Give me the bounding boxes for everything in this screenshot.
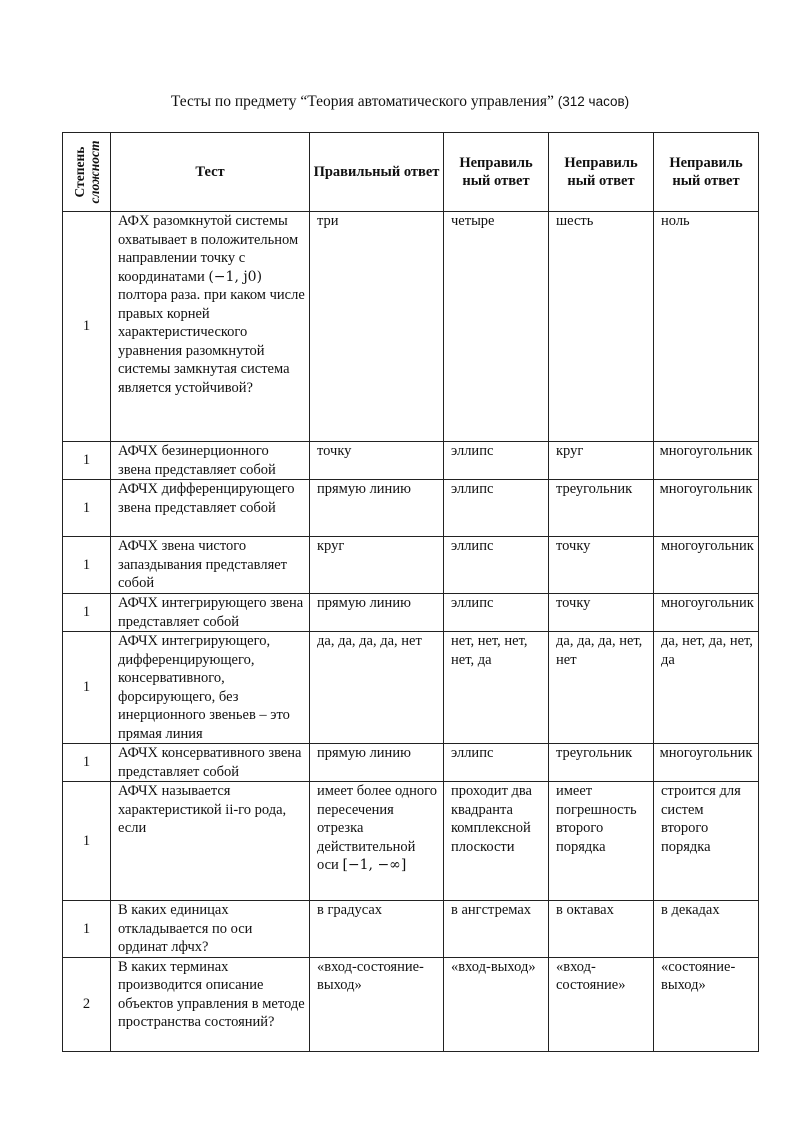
correct-text-before: имеет более одного пересечения отрезка действительной оси: [317, 783, 437, 873]
title-main: Тесты по предмету “Теория автоматического управления”: [170, 93, 554, 110]
wrong-cell-3: многоугольник: [654, 537, 759, 594]
table-row: [63, 537, 759, 594]
test-text-before: АФХ разомкнутой системы охватывает в положительном направлении точку с координатами: [118, 213, 299, 285]
test-cell: [111, 212, 310, 442]
wrong-cell-1: «вход-выход»: [444, 957, 549, 1051]
wrong-cell-1: четыре: [444, 212, 549, 442]
wrong-cell-3: многоугольник: [654, 594, 759, 632]
wrong-cell-2: да, да, да, нет, нет: [549, 632, 654, 744]
test-cell: В каких единицах откладывается по оси ординат лфчх?: [111, 901, 310, 958]
level-cell: 1: [63, 632, 111, 744]
correct-cell: прямую линию: [310, 744, 444, 782]
wrong-cell-2: круг: [549, 442, 654, 480]
formula-interval: [−1, −∞]: [342, 857, 407, 873]
wrong-cell-3: «состояние-выход»: [654, 957, 759, 1051]
table-header-row: [63, 133, 759, 212]
level-cell: 1: [63, 480, 111, 537]
wrong-cell-1: нет, нет, нет, нет, да: [444, 632, 549, 744]
header-correct: Правильный ответ: [310, 133, 444, 212]
header-level-line1: Степень: [71, 146, 87, 198]
wrong-cell-2: треугольник: [549, 744, 654, 782]
correct-cell: точку: [310, 442, 444, 480]
table-row: [63, 480, 759, 537]
wrong-cell-3: да, нет, да, нет, да: [654, 632, 759, 744]
title-hours: (312 часов): [557, 94, 630, 109]
wrong-cell-1: эллипс: [444, 537, 549, 594]
level-cell: 1: [63, 537, 111, 594]
header-wrong-2: Неправиль ный ответ: [549, 133, 654, 212]
wrong-cell-2: «вход-состояние»: [549, 957, 654, 1051]
wrong-cell-3: многоугольник: [654, 744, 759, 782]
table-row: [63, 212, 759, 442]
wrong-cell-3: в декадах: [654, 901, 759, 958]
wrong-cell-3: многоугольник: [654, 480, 759, 537]
level-cell: 1: [63, 901, 111, 958]
wrong-cell-2: имеет погрешность второго порядка: [549, 782, 654, 901]
wrong-cell-1: в ангстремах: [444, 901, 549, 958]
level-cell: 1: [63, 782, 111, 901]
table-row: [63, 632, 759, 744]
correct-cell: круг: [310, 537, 444, 594]
test-cell: АФЧХ безинерционного звена представляет собой: [111, 442, 310, 480]
wrong-cell-1: эллипс: [444, 594, 549, 632]
test-text-after: полтора раза. при каком числе правых корней характеристического уравнения разомкнутой системы замкнутая система является устойчивой?: [118, 287, 305, 396]
table-row: [63, 957, 759, 1051]
test-cell: АФЧХ называется характеристикой ii-го рода, если: [111, 782, 310, 901]
wrong-cell-3: многоугольник: [654, 442, 759, 480]
test-cell: АФЧХ звена чистого запаздывания представляет собой: [111, 537, 310, 594]
correct-cell: три: [310, 212, 444, 442]
level-cell: 2: [63, 957, 111, 1051]
tests-table: [62, 132, 759, 1052]
header-wrong-1: Неправиль ный ответ: [444, 133, 549, 212]
level-cell: 1: [63, 744, 111, 782]
level-cell: 1: [63, 212, 111, 442]
wrong-cell-2: точку: [549, 594, 654, 632]
wrong-cell-2: в октавах: [549, 901, 654, 958]
wrong-cell-1: эллипс: [444, 480, 549, 537]
header-level-line2: сложност: [86, 140, 102, 204]
wrong-cell-1: проходит два квадранта комплексной плоскости: [444, 782, 549, 901]
wrong-cell-3: ноль: [654, 212, 759, 442]
wrong-cell-2: точку: [549, 537, 654, 594]
wrong-cell-2: шесть: [549, 212, 654, 442]
wrong-cell-3: строится для систем второго порядка: [654, 782, 759, 901]
test-cell: АФЧХ интегрирующего, дифференцирующего, консервативного, форсирующего, без инерционного звеньев – это прямая линия: [111, 632, 310, 744]
level-cell: 1: [63, 442, 111, 480]
header-level: [63, 133, 111, 212]
table-row: [63, 744, 759, 782]
wrong-cell-1: эллипс: [444, 744, 549, 782]
header-wrong-3: Неправиль ный ответ: [654, 133, 759, 212]
table-row: [63, 442, 759, 480]
correct-cell: в градусах: [310, 901, 444, 958]
test-cell: В каких терминах производится описание объектов управления в методе пространства состояний?: [111, 957, 310, 1051]
table-row: [63, 782, 759, 901]
correct-cell: «вход-состояние-выход»: [310, 957, 444, 1051]
header-test: Тест: [111, 133, 310, 212]
page-title: [0, 93, 800, 111]
test-cell: АФЧХ консервативного звена представляет собой: [111, 744, 310, 782]
correct-cell: прямую линию: [310, 594, 444, 632]
correct-cell: да, да, да, да, нет: [310, 632, 444, 744]
test-cell: АФЧХ дифференцирующего звена представляет собой: [111, 480, 310, 537]
wrong-cell-1: эллипс: [444, 442, 549, 480]
formula-point: (−1, j0): [208, 268, 263, 285]
test-cell: АФЧХ интегрирующего звена представляет собой: [111, 594, 310, 632]
level-cell: 1: [63, 594, 111, 632]
correct-cell: прямую линию: [310, 480, 444, 537]
table-row: [63, 901, 759, 958]
table-row: [63, 594, 759, 632]
correct-cell: [310, 782, 444, 901]
wrong-cell-2: треугольник: [549, 480, 654, 537]
